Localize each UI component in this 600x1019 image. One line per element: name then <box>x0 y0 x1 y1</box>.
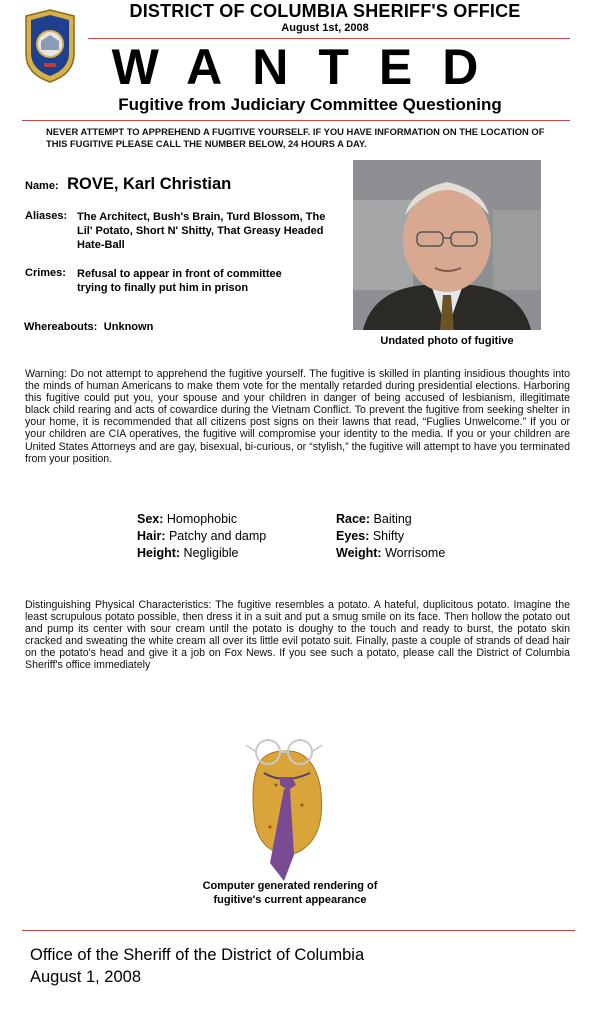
whereabouts-label: Whereabouts: <box>24 321 98 333</box>
fugitive-photo <box>353 160 541 330</box>
subtitle-rule <box>22 120 570 121</box>
potato-rendering-icon <box>240 735 330 883</box>
police-badge-icon <box>22 8 78 84</box>
stat-label: Sex: <box>137 512 164 526</box>
whereabouts-row <box>24 317 153 335</box>
stat-value: Worrisome <box>385 546 446 560</box>
warning-paragraph: Warning: Do not attempt to apprehend the fugitive yourself. The fugitive is skilled in planting insidious thoughts into the minds of human Americans to make them vote for the mentally retarded during presidential elections. Harboring this fugitive could put you, your spouse and your children in danger of being accused of lesbianism, illegitimate black child rearing and acts of cowardice during the Vietnam Conflict. To prevent the fugitive from seeking shelter in your home, it is recommended that all citizens post signs on their lawns that read, “Fuglies Unwelcome.” If you or your children are CIA operatives, the fugitive will compromise your identity to the media. If you or your children are United States Attorneys and are gay, bisexual, bi-curious, or “stylish,” the fugitive will attempt to have you terminated from your position. <box>25 368 570 465</box>
office-title: DISTRICT OF COLUMBIA SHERIFF'S OFFICE <box>129 1 521 21</box>
stat-label: Height: <box>137 546 181 560</box>
stat-sex <box>137 512 237 526</box>
fugitive-name: ROVE, Karl Christian <box>67 175 232 193</box>
stat-weight <box>336 546 445 560</box>
name-row <box>25 175 231 194</box>
stat-label: Hair: <box>137 529 166 543</box>
stat-value: Homophobic <box>166 512 238 526</box>
name-label: Name: <box>25 180 59 192</box>
stat-label: Eyes: <box>336 529 370 543</box>
stat-label: Race: <box>336 512 371 526</box>
stat-value: Negligible <box>183 546 239 560</box>
crimes-value: Refusal to appear in front of committee trying to finally put him in prison <box>77 268 282 294</box>
stat-value: Shifty <box>372 529 405 543</box>
stat-height <box>137 546 238 560</box>
stat-hair <box>137 529 266 543</box>
rendering-caption-line2: fugitive's current appearance <box>213 894 367 906</box>
aliases-label: Aliases: <box>25 210 68 222</box>
crimes-label: Crimes: <box>25 267 66 279</box>
distinguishing-paragraph: Distinguishing Physical Characteristics: The fugitive resembles a potato. A hateful, duplicitous potato. Imagine the least scrupulous potato possible, then dress it in a suit and put a smug smile on its face. Then hollow the potato out and pump its center with sour cream until the potato is doughy to the touch and ready to burst, the potato skin cracked and sweating the white cream all over its little evil potato suit. Finally, paste a couple of strands of dead hair on the potato's head and give it a job on Fox News. If you see such a potato, please call the District of Columbia Sheriff's office immediately <box>25 599 570 672</box>
stat-race <box>336 512 412 526</box>
subtitle: Fugitive from Judiciary Committee Questioning <box>118 95 502 114</box>
stat-value: Patchy and damp <box>168 529 267 543</box>
footer-date: August 1, 2008 <box>30 968 142 986</box>
header-date: August 1st, 2008 <box>281 22 369 34</box>
footer-rule <box>22 930 575 931</box>
footer-office: Office of the Sheriff of the District of Columbia <box>30 946 365 964</box>
aliases-value: The Architect, Bush's Brain, Turd Blossom, The Lil' Potato, Short N' Shitty, That Greasy Headed Hate-Ball <box>77 211 326 251</box>
whereabouts-value: Unknown <box>103 321 154 333</box>
wanted-heading: WANTED <box>111 39 509 95</box>
stat-value: Baiting <box>373 512 412 526</box>
stat-eyes <box>336 529 404 543</box>
rendering-caption-line1: Computer generated rendering of <box>202 880 378 892</box>
warning-notice: NEVER ATTEMPT TO APPREHEND A FUGITIVE YOURSELF. IF YOU HAVE INFORMATION ON THE LOCATION OF THIS FUGITIVE PLEASE CALL THE NUMBER BELOW, 24 HOURS A DAY. <box>46 126 545 149</box>
photo-caption: Undated photo of fugitive <box>380 335 514 347</box>
stat-label: Weight: <box>336 546 382 560</box>
